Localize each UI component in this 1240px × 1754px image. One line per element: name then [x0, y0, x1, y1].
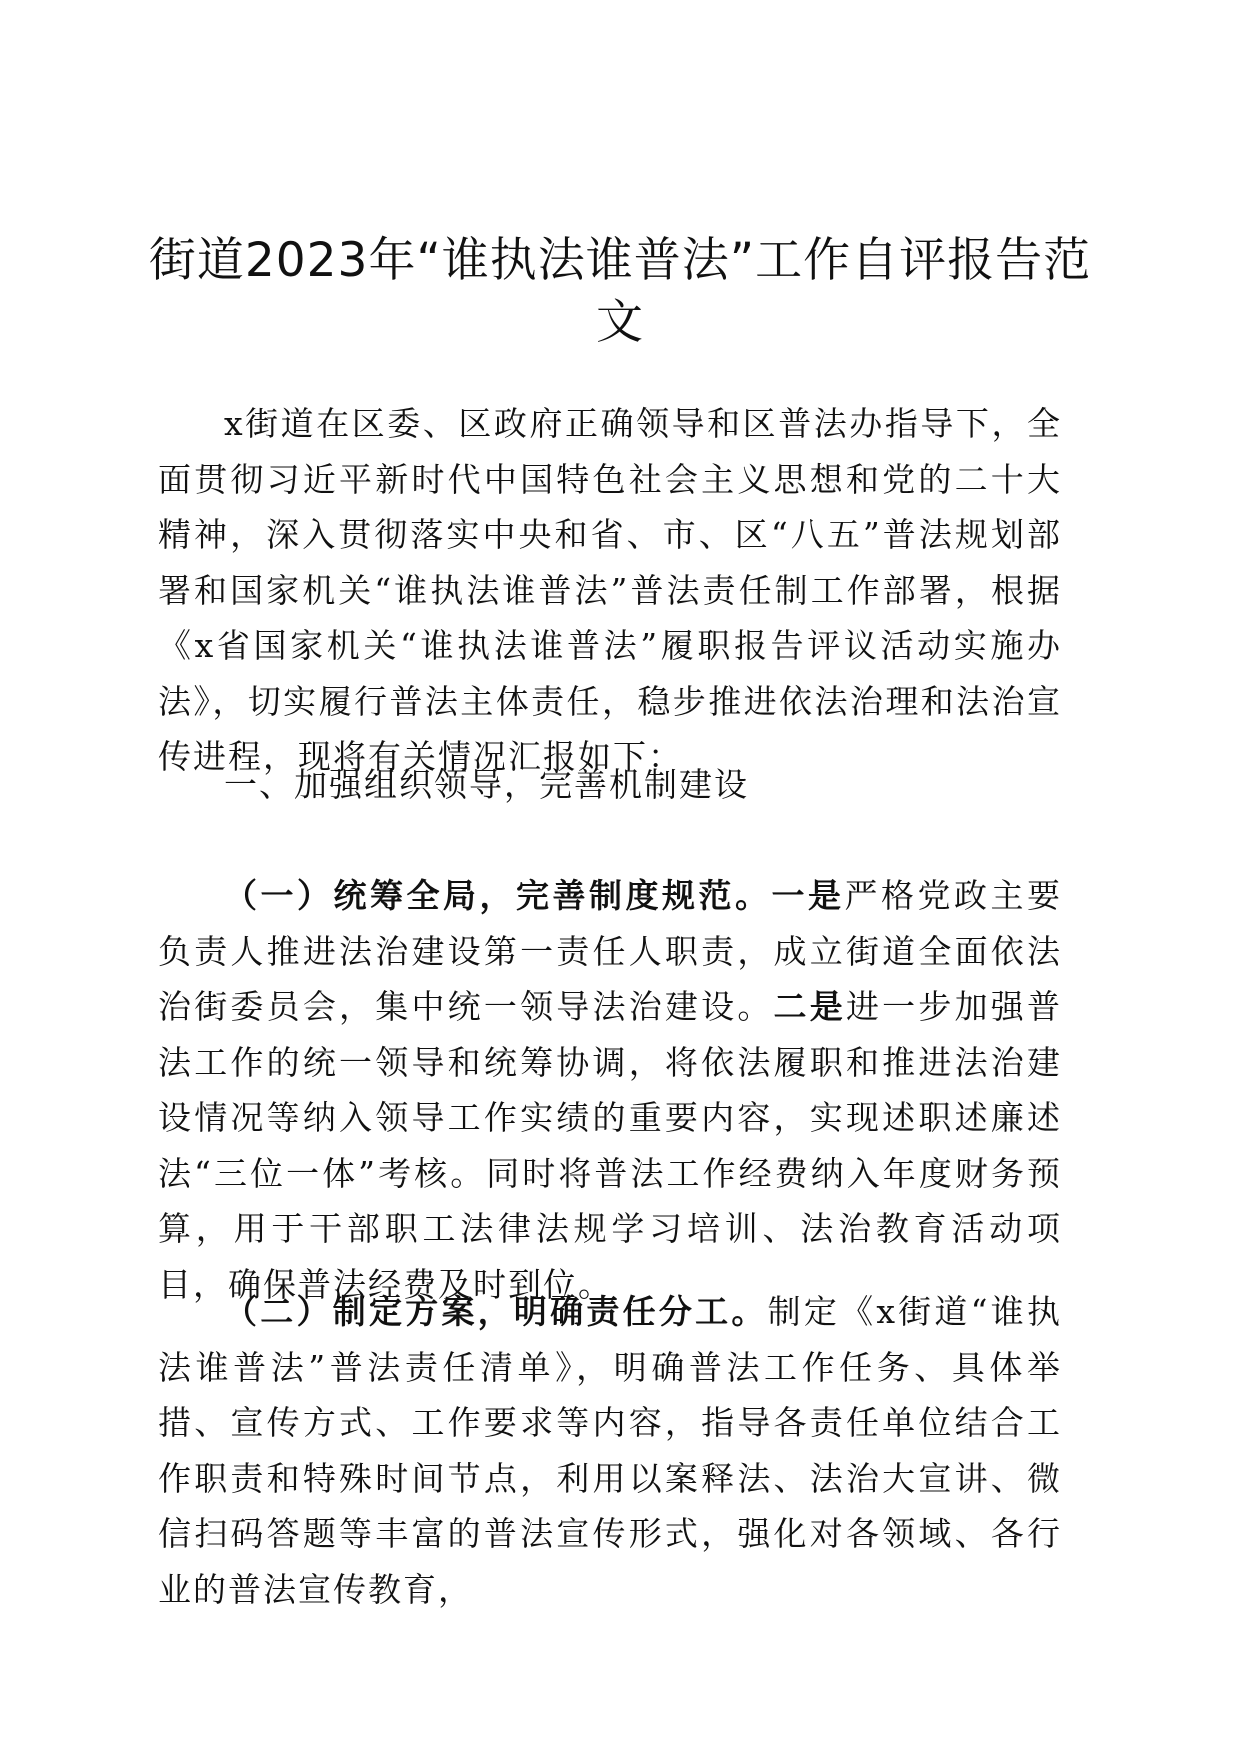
- section-heading-block: [158, 757, 1062, 813]
- subsection-2-block: [158, 1284, 1062, 1617]
- subsection-2-lead: （二）制定方案，明确责任分工。: [224, 1292, 768, 1331]
- subsection-2-text: 制定《x街道“谁执法谁普法”普法责任清单》，明确普法工作任务、具体举措、宣传方式、工作要求等内容，指导各责任单位结合工作职责和特殊时间节点，利用以案释法、法治大宣讲、微信扫码答题等丰富的普法宣传形式，强化对各领域、各行业的普法宣传教育，: [158, 1292, 1063, 1609]
- point-marker-2: 二是: [773, 987, 846, 1026]
- subsection-2-paragraph: [158, 1284, 1062, 1617]
- subsection-1-paragraph: [158, 868, 1062, 1312]
- point-text-1: 严格党政主要负责人推进法治建设第一责任人职责，成立街道全面依法治街委员会，集中统一领导法治建设。: [158, 876, 1062, 1026]
- point-text-2: 进一步加强普法工作的统一领导和统筹协调，将依法履职和推进法治建设情况等纳入领导工作实绩的重要内容，实现述职述廉述法“三位一体”考核。同时将普法工作经费纳入年度财务预算，用于干部职工法律法规学习培训、法治教育活动项目，确保普法经费及时到位。: [158, 987, 1063, 1304]
- intro-paragraph-block: [158, 396, 1062, 785]
- subsection-1-block: [158, 868, 1062, 1312]
- section-heading: 一、加强组织领导，完善机制建设: [224, 765, 749, 804]
- subsection-1-lead: （一）统筹全局，完善制度规范。: [224, 876, 772, 915]
- document-title: 街道2023年“谁执法谁普法”工作自评报告范文: [148, 233, 1092, 350]
- intro-paragraph: x街道在区委、区政府正确领导和区普法办指导下，全面贯彻习近平新时代中国特色社会主义思想和党的二十大精神，深入贯彻落实中央和省、市、区“八五”普法规划部署和国家机关“谁执法谁普法”普法责任制工作部署，根据《x省国家机关“谁执法谁普法”履职报告评议活动实施办法》，切实履行普法主体责任，稳步推进依法治理和法治宣传进程，现将有关情况汇报如下：: [158, 404, 1062, 776]
- point-marker-1: 一是: [771, 876, 845, 915]
